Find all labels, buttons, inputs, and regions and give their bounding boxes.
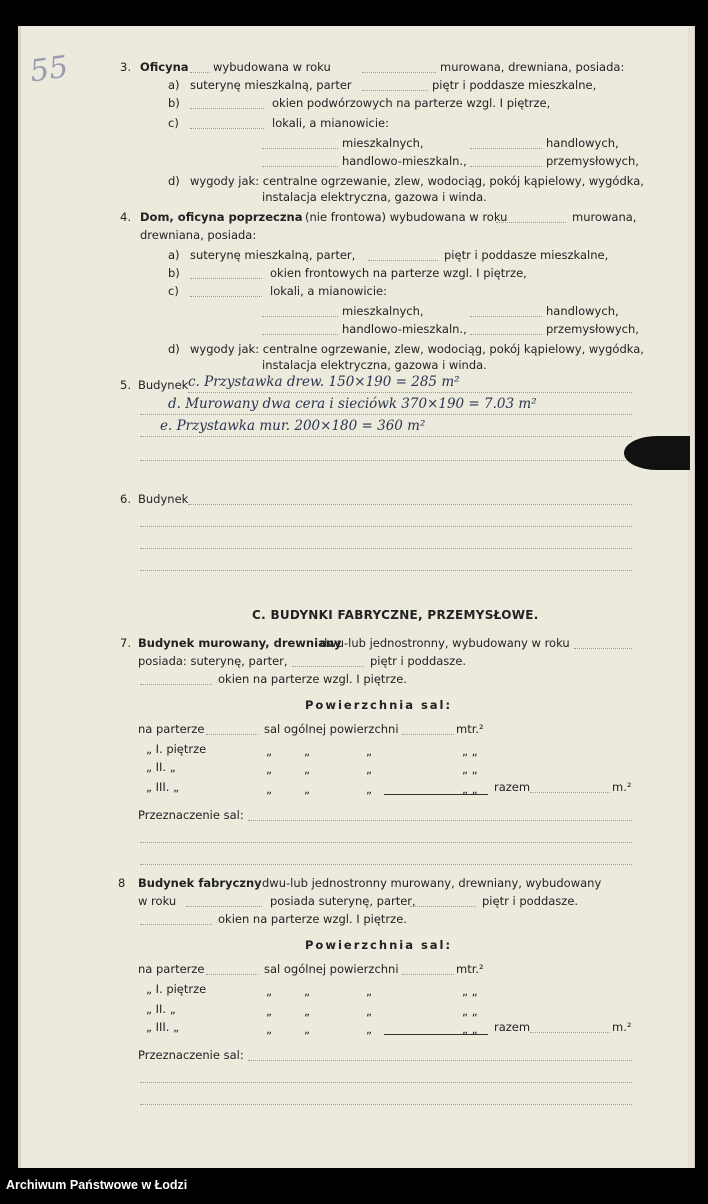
ink-blot	[624, 436, 690, 470]
s4-l1a: (nie frontowa) wybudowana w roku	[305, 210, 508, 224]
s8-sum-line	[384, 1034, 488, 1035]
s8-sal: sal ogólnej powierzchni	[264, 962, 399, 976]
s3-l1b: murowana, drewniana, posiada:	[440, 60, 625, 74]
s7-przezn: Przeznaczenie sal:	[138, 808, 244, 822]
s7-przezn-line-2	[140, 842, 632, 843]
s7-q-1b: „	[304, 744, 310, 758]
s5-line-3	[140, 436, 632, 437]
s7-razem-line	[530, 792, 610, 793]
s4-l1b: murowana,	[572, 210, 637, 224]
s8-num: 8	[118, 876, 126, 890]
s6-line-4	[140, 570, 632, 571]
s7-q-1c: „	[366, 744, 372, 758]
s4-a2: piętr i poddasze mieszkalne,	[444, 248, 609, 262]
section-c-heading: C. BUDYNKI FABRYCZNE, PRZEMYSŁOWE.	[252, 608, 539, 622]
s7-pow-heading: Powierzchnia sal:	[305, 698, 453, 712]
s7-przezn-line-1	[248, 820, 632, 821]
s7-num: 7.	[120, 636, 131, 650]
s7-sum-line	[384, 794, 488, 795]
s3-mieszk: mieszkalnych,	[342, 136, 424, 150]
s8-year-line	[186, 906, 262, 907]
s5-handwritten-3: e. Przystawka mur. 200×180 = 360 m²	[160, 418, 426, 434]
s7-q-2a: „	[266, 762, 272, 776]
s7-qq-3: „ „	[462, 782, 478, 796]
s7-qq-2: „ „	[462, 762, 478, 776]
s7-q-1a: „	[266, 744, 272, 758]
s7-l2a: posiada: suterynę, parter,	[138, 654, 288, 668]
s8-przezn: Przeznaczenie sal:	[138, 1048, 244, 1062]
s3-przem: przemysłowych,	[546, 154, 639, 168]
s4-c-key: c)	[168, 284, 179, 298]
s4-przem: przemysłowych,	[546, 322, 639, 336]
s3-b-key: b)	[168, 96, 180, 110]
s7-sal: sal ogólnej powierzchni	[264, 722, 399, 736]
s3-hmieszk: handlowo-mieszkaln.,	[342, 154, 467, 168]
s3-przem-line	[470, 166, 542, 167]
s4-b-key: b)	[168, 266, 180, 280]
s8-przezn-line-1	[248, 1060, 632, 1061]
s7-okien-line	[140, 684, 212, 685]
s3-d-key: d)	[168, 174, 180, 188]
s3-d2: instalacja elektryczna, gazowa i winda.	[262, 190, 487, 204]
s3-c-line	[190, 128, 264, 129]
s8-m2: m.²	[612, 1020, 632, 1034]
s7-sal-line	[402, 734, 454, 735]
page-number-mark: 55	[27, 49, 71, 90]
s8-q-3c: „	[366, 1022, 372, 1036]
s4-mieszk-line	[262, 316, 338, 317]
s8-title: Budynek fabryczny	[138, 876, 262, 890]
s3-handl-line	[470, 148, 542, 149]
s7-row-2: „ II. „	[146, 760, 176, 774]
s8-np-line	[206, 974, 258, 975]
s5-title: Budynek	[138, 378, 189, 392]
s7-q-3b: „	[304, 782, 310, 796]
s8-sal-line	[402, 974, 454, 975]
s8-q-2b: „	[304, 1004, 310, 1018]
s7-row-3: „ III. „	[146, 780, 180, 794]
s8-row-1: „ I. piętrze	[146, 982, 207, 996]
s7-year-line	[574, 648, 632, 649]
s4-d2: instalacja elektryczna, gazowa i winda.	[262, 358, 487, 372]
s3-hmieszk-line	[262, 166, 338, 167]
s8-na-parterze: na parterze	[138, 962, 205, 976]
s3-c-key: c)	[168, 116, 179, 130]
s8-parter-line	[410, 906, 476, 907]
s7-l3: okien na parterze wzgl. I piętrze.	[218, 672, 407, 686]
s4-d-key: d)	[168, 342, 180, 356]
s8-q-2a: „	[266, 1004, 272, 1018]
s4-a-key: a)	[168, 248, 180, 262]
s4-b1: okien frontowych na parterze wzgl. I piętrze,	[270, 266, 527, 280]
s3-a-key: a)	[168, 78, 180, 92]
s7-np-line	[206, 734, 258, 735]
page-binding-strip	[18, 26, 21, 1168]
s7-title: Budynek murowany, drewniany	[138, 636, 342, 650]
archive-label: Archiwum Państwowe w Łodzi	[6, 1178, 188, 1192]
s7-m2: m.²	[612, 780, 632, 794]
s7-q-2b: „	[304, 762, 310, 776]
s4-num: 4.	[120, 210, 131, 224]
s8-row-3: „ III. „	[146, 1020, 180, 1034]
s5-line-2	[140, 414, 632, 415]
s7-q-3c: „	[366, 782, 372, 796]
s8-l3: okien na parterze wzgl. I piętrze.	[218, 912, 407, 926]
s3-b-line	[190, 108, 264, 109]
s3-d1: wygody jak: centralne ogrzewanie, zlew, wodociąg, pokój kąpielowy, wygódka,	[190, 174, 644, 188]
s8-q-1a: „	[266, 984, 272, 998]
s8-pow-heading: Powierzchnia sal:	[305, 938, 453, 952]
s4-przem-line	[470, 334, 542, 335]
s4-hmieszk: handlowo-mieszkaln.,	[342, 322, 467, 336]
s7-mtr: mtr.²	[456, 722, 484, 736]
s5-num: 5.	[120, 378, 131, 392]
s7-q-3a: „	[266, 782, 272, 796]
s3-num: 3.	[120, 60, 131, 74]
s8-razem: razem	[494, 1020, 531, 1034]
s4-handl: handlowych,	[546, 304, 619, 318]
s4-l2: drewniana, posiada:	[140, 228, 257, 242]
s3-year-line	[362, 72, 436, 73]
s3-l1a: wybudowana w roku	[213, 60, 331, 74]
s7-razem: razem	[494, 780, 531, 794]
s8-q-1c: „	[366, 984, 372, 998]
s4-c1: lokali, a mianowicie:	[270, 284, 387, 298]
s6-line-3	[140, 548, 632, 549]
s8-przezn-line-3	[140, 1104, 632, 1105]
s6-line-2	[140, 526, 632, 527]
s8-l2a: w roku	[138, 894, 177, 908]
s7-row-1: „ I. piętrze	[146, 742, 207, 756]
s5-handwritten-1: c. Przystawka drew. 150×190 = 285 m²	[188, 374, 460, 390]
s8-q-2c: „	[366, 1004, 372, 1018]
s3-handl: handlowych,	[546, 136, 619, 150]
s4-mieszk: mieszkalnych,	[342, 304, 424, 318]
s7-l1: dwu-lub jednostronny, wybudowany w roku	[320, 636, 570, 650]
s7-przezn-line-3	[140, 864, 632, 865]
s3-a1: suterynę mieszkalną, parter	[190, 78, 352, 92]
s8-q-1b: „	[304, 984, 310, 998]
s8-okien-line	[140, 924, 212, 925]
s4-hmieszk-line	[262, 334, 338, 335]
s3-a-line	[362, 90, 428, 91]
s7-q-2c: „	[366, 762, 372, 776]
s5-handwritten-2: d. Murowany dwa cera i sieciówk 370×190 = 7.03 m²	[168, 396, 537, 412]
s6-num: 6.	[120, 492, 131, 506]
s8-qq-1: „ „	[462, 984, 478, 998]
s7-parter-line	[292, 666, 364, 667]
s8-q-3a: „	[266, 1022, 272, 1036]
s4-b-line	[190, 278, 262, 279]
s3-c1: lokali, a mianowicie:	[272, 116, 389, 130]
s6-title: Budynek	[138, 492, 189, 506]
s4-a-line	[368, 260, 438, 261]
page-edge	[688, 26, 694, 1168]
s3-mieszk-line	[262, 148, 338, 149]
s5-line-4	[140, 460, 632, 461]
s8-przezn-line-2	[140, 1082, 632, 1083]
s8-l2c: piętr i poddasze.	[482, 894, 579, 908]
s8-l1: dwu-lub jednostronny murowany, drewniany, wybudowany	[262, 876, 602, 890]
s3-fill	[190, 72, 210, 73]
s4-title: Dom, oficyna poprzeczna	[140, 210, 303, 224]
s8-row-2: „ II. „	[146, 1002, 176, 1016]
s4-year-line	[496, 222, 566, 223]
s8-l2b: posiada suterynę, parter,	[270, 894, 416, 908]
s3-b1: okien podwórzowych na parterze wzgl. I piętrze,	[272, 96, 551, 110]
s6-line-1	[188, 504, 632, 505]
s4-c-line	[190, 296, 262, 297]
s8-qq-2: „ „	[462, 1004, 478, 1018]
s3-a2: piętr i poddasze mieszkalne,	[432, 78, 597, 92]
s8-q-3b: „	[304, 1022, 310, 1036]
s3-title: Oficyna	[140, 60, 189, 74]
s8-razem-line	[530, 1032, 610, 1033]
s4-a1: suterynę mieszkalną, parter,	[190, 248, 356, 262]
s7-l2b: piętr i poddasze.	[370, 654, 467, 668]
s4-handl-line	[470, 316, 542, 317]
s7-na-parterze: na parterze	[138, 722, 205, 736]
s5-line-1	[188, 392, 632, 393]
s8-qq-3: „ „	[462, 1022, 478, 1036]
s7-qq-1: „ „	[462, 744, 478, 758]
s4-d1: wygody jak: centralne ogrzewanie, zlew, wodociąg, pokój kąpielowy, wygódka,	[190, 342, 644, 356]
s8-mtr: mtr.²	[456, 962, 484, 976]
